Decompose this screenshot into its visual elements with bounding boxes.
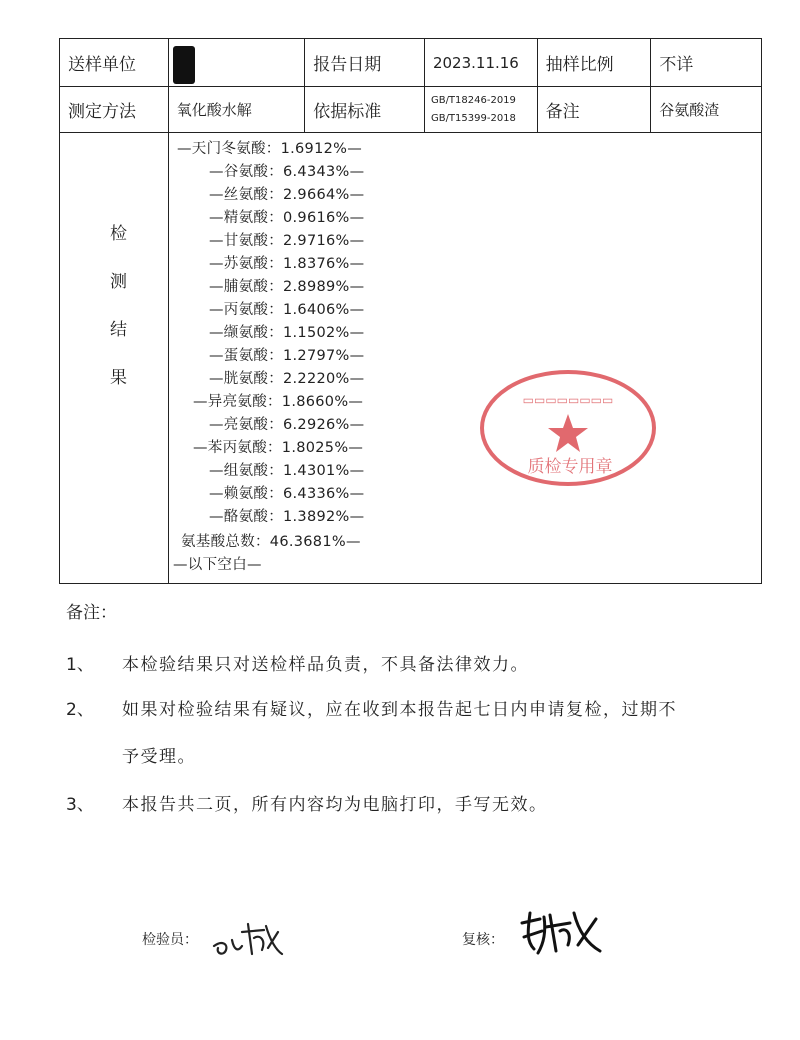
results-label-char: 结: [110, 320, 127, 340]
result-line: —异亮氨酸：1.8660%—: [193, 394, 364, 410]
note-number: 2、: [66, 700, 94, 720]
date-value: 2023.11.16: [425, 39, 538, 86]
redaction-mark: [173, 46, 195, 84]
results-label-char: 检: [110, 224, 127, 244]
note-text: 如果对检验结果有疑议，应在收到本报告起七日内申请复检，过期不: [122, 700, 677, 720]
total-line: 氨基酸总数：46.3681%—: [181, 534, 361, 550]
date-label: 报告日期: [305, 39, 425, 86]
result-line: —甘氨酸：2.9716%—: [209, 233, 365, 249]
inspector-signature: [208, 910, 288, 960]
star-icon: [548, 414, 588, 452]
result-line: —蛋氨酸：1.2797%—: [209, 348, 365, 364]
result-line: —组氨酸：1.4301%—: [209, 463, 365, 479]
result-line: —亮氨酸：6.2926%—: [209, 417, 365, 433]
ratio-value: 不详: [659, 55, 694, 75]
svg-text:▭▭▭▭▭▭▭▭: ▭▭▭▭▭▭▭▭: [522, 393, 614, 407]
results-row: [60, 133, 761, 583]
ratio-label: 抽样比例: [538, 39, 652, 86]
results-label: [60, 133, 169, 583]
seal-stamp: [478, 368, 658, 488]
standard-1: GB/T18246-2019: [430, 94, 516, 106]
report-table: [59, 38, 762, 584]
remark-label: 备注: [538, 87, 652, 132]
note-text: 本检验结果只对送检样品负责，不具备法律效力。: [122, 655, 529, 675]
note-number: 3、: [66, 795, 94, 815]
basis-label: 依据标准: [305, 87, 425, 132]
results-label-char: 测: [110, 272, 127, 292]
inspector-label: 检验员：: [142, 932, 198, 948]
result-line: —苯丙氨酸：1.8025%—: [193, 440, 364, 456]
method-value: 氧化酸水解: [169, 87, 306, 132]
result-line: —赖氨酸：6.4336%—: [209, 486, 365, 502]
result-line: —谷氨酸：6.4343%—: [209, 164, 365, 180]
result-line: —缬氨酸：1.1502%—: [209, 325, 365, 341]
note-text: 本报告共二页，所有内容均为电脑打印，手写无效。: [122, 795, 548, 815]
table-row: [60, 87, 761, 133]
result-line: —胱氨酸：2.2220%—: [209, 371, 365, 387]
blank-line: —以下空白—: [173, 557, 262, 573]
reviewer-label: 复核：: [462, 932, 504, 948]
result-line: —丙氨酸：1.6406%—: [209, 302, 365, 318]
table-row: [60, 39, 761, 87]
sender-label: 送样单位: [60, 39, 169, 86]
standards-cell: [425, 87, 538, 132]
remark-value: 谷氨酸渣: [659, 101, 720, 119]
result-line: —酪氨酸：1.3892%—: [209, 509, 365, 525]
reviewer-signature: [516, 905, 606, 960]
method-label: 测定方法: [60, 87, 169, 132]
note-text-continued: 予受理。: [122, 747, 196, 767]
result-line: —苏氨酸：1.8376%—: [209, 256, 365, 272]
note-number: 1、: [66, 655, 94, 675]
standard-2: GB/T15399-2018: [430, 112, 516, 124]
result-line: —脯氨酸：2.8989%—: [209, 279, 365, 295]
results-label-char: 果: [110, 368, 127, 388]
result-line: —丝氨酸：2.9664%—: [209, 187, 365, 203]
result-line: —天门冬氨酸：1.6912%—: [177, 141, 363, 157]
stamp-text: 质检专用章: [527, 457, 613, 477]
results-list: [169, 133, 761, 583]
notes-title: 备注：: [66, 603, 117, 623]
result-line: —精氨酸：0.9616%—: [209, 210, 365, 226]
